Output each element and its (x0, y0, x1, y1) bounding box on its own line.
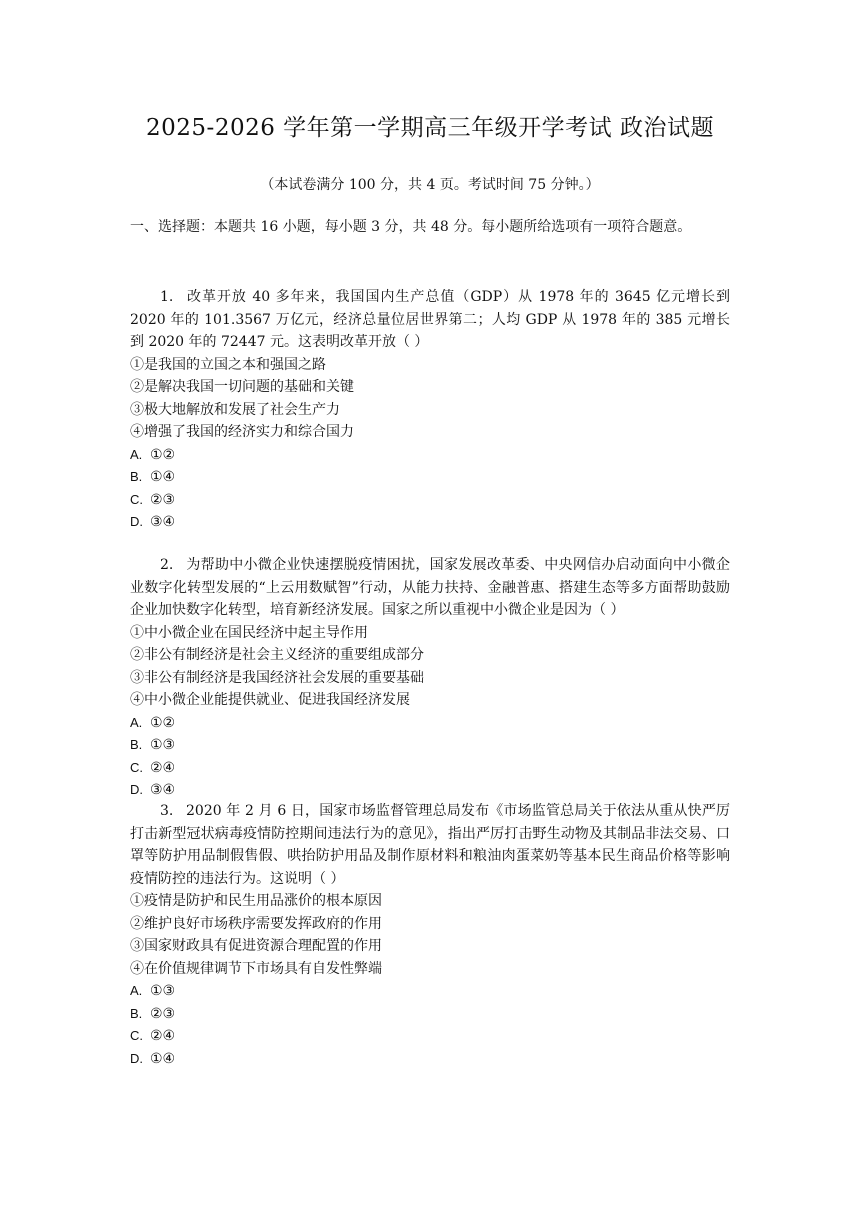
question-number: 2. (160, 557, 174, 573)
statement-1: ①中小微企业在国民经济中起主导作用 (130, 624, 368, 641)
option-d: D. ①④ (130, 1050, 176, 1067)
section-heading: 一、选择题：本题共 16 小题，每小题 3 分，共 48 分。每小题所给选项有一项符合题意。 (130, 219, 692, 235)
question-text: 2020 年 2 月 6 日，国家市场监督管理总局发布《市场监管总局关于依法从重从快严厉打击新型冠状病毒疫情防控期间违法行为的意见》，指出严厉打击野生动物及其制品非法交易、口罩等防护用品制假售假、哄抬防护用品及制作原材料和粮油肉蛋菜奶等基本民生商品价格等影响疫情防控的违法行为。这说明（ ） (130, 803, 730, 887)
question-number: 1. (160, 289, 174, 305)
option-c: C. ②③ (130, 491, 176, 508)
statement-2: ②维护良好市场秩序需要发挥政府的作用 (130, 915, 382, 932)
option-b: B. ①③ (130, 737, 176, 753)
statement-3: ③国家财政具有促进资源合理配置的作用 (130, 938, 382, 954)
statement-4: ④中小微企业能提供就业、促进我国经济发展 (130, 692, 410, 708)
option-a: A. ①② (130, 714, 176, 731)
statement-4: ④增强了我国的经济实力和综合国力 (130, 424, 354, 440)
question-1 (130, 286, 730, 534)
question-2 (130, 554, 730, 802)
option-d: D. ③④ (130, 514, 176, 530)
question-stem (130, 800, 730, 890)
statement-3: ③极大地解放和发展了社会生产力 (130, 401, 340, 418)
question-number: 3. (160, 803, 174, 819)
exam-title: 2025-2026 学年第一学期高三年级开学考试 政治试题 (146, 115, 714, 141)
question-text: 为帮助中小微企业快速摆脱疫情困扰，国家发展改革委、中央网信办启动面向中小微企业数字化转型发展的“上云用数赋智”行动，从能力扶持、金融普惠、搭建生态等多方面帮助鼓励企业加快数字化转型，培育新经济发展。国家之所以重视中小微企业是因为（ ） (130, 557, 730, 618)
question-stem (130, 286, 730, 354)
question-text: 改革开放 40 多年来，我国国内生产总值（GDP）从 1978 年的 3645 亿元增长到 2020 年的 101.3567 万亿元，经济总量位居世界第二；人均 GDP 从 1978 年的 385 元增长到 2020 年的 72447 元。这表明改革开放（ ） (130, 289, 730, 350)
statement-1: ①是我国的立国之本和强国之路 (130, 356, 326, 373)
question-stem (130, 554, 730, 622)
exam-note: （本试卷满分 100 分，共 4 页。考试时间 75 分钟。） (260, 177, 600, 193)
option-b: B. ②③ (130, 1005, 176, 1022)
option-d: D. ③④ (130, 782, 176, 798)
statement-4: ④在价值规律调节下市场具有自发性弊端 (130, 960, 382, 977)
statement-3: ③非公有制经济是我国经济社会发展的重要基础 (130, 669, 424, 686)
question-3 (130, 800, 730, 1070)
option-c: C. ②④ (130, 759, 176, 776)
option-c: C. ②④ (130, 1028, 176, 1044)
statement-2: ②是解决我国一切问题的基础和关键 (130, 379, 354, 395)
statement-1: ①疫情是防护和民生用品涨价的根本原因 (130, 893, 382, 909)
option-a: A. ①③ (130, 983, 176, 999)
option-a: A. ①② (130, 446, 176, 463)
option-b: B. ①④ (130, 469, 176, 485)
statement-2: ②非公有制经济是社会主义经济的重要组成部分 (130, 647, 424, 663)
